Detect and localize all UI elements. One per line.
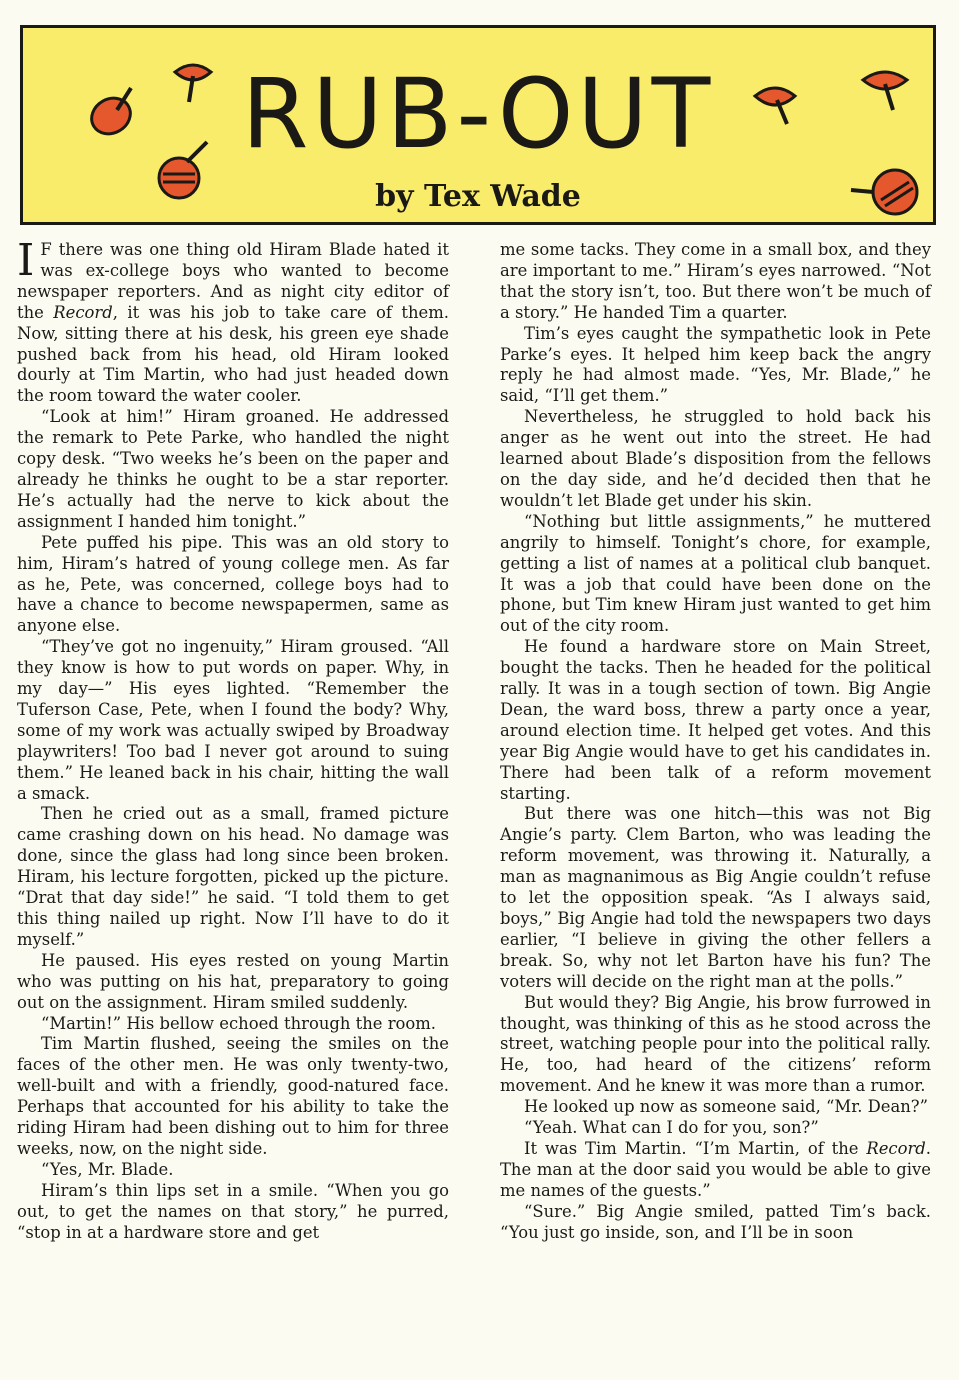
story-paragraph: But there was one hitch—this was not Big Angie’s party. Clem Barton, who was leading the reform movement, was throwing it. Naturally, a man as magnanimous as Big Angie couldn’t refuse to let the opposition speak. “As I always said, boys,” Big Angie had told the newspapers two days earlier, “I believe in giving the other fellers a break. So, why not let Barton have his fun? The voters will decide on the right man at the polls.” <box>500 804 931 991</box>
story-paragraph: “They’ve got no ingenuity,” Hiram groused. “All they know is how to put words on paper. Why, in my day—” His eyes lighted. “Remember the Tuferson Case, Pete, when I found the body? Why, some of my work was actually swiped by Broadway playwriters! Too bad I never got around to suing them.” He leaned back in his chair, hitting the wall a smack. <box>17 637 449 803</box>
story-paragraph: It was Tim Martin. “I’m Martin, of the Record. The man at the door said you would be able to give me names of the guests.” <box>500 1138 931 1200</box>
story-paragraph: Nevertheless, he struggled to hold back his anger as he went out into the street. He had learned about Blade’s disposition from the fellows on the day side, and he’d decided then that he wouldn’t let Blade get under his skin. <box>500 407 931 510</box>
story-column-left <box>17 235 449 1244</box>
story-paragraph: “Sure.” Big Angie smiled, patted Tim’s back. “You just go inside, son, and I’ll be in soon <box>500 1201 931 1242</box>
story-column-right <box>500 240 931 1244</box>
story-paragraph: I F there was one thing old Hiram Blade hated it was ex-college boys who wanted to become newspaper reporters. And as night city editor of the Record, it was his job to take care of them. Now, sitting there at his desk, his green eye shade pushed back from his head, old Hiram looked dourly at Tim Martin, who had just headed down the room toward the water cooler. <box>17 235 449 406</box>
story-paragraph: “Nothing but little assignments,” he muttered angrily to himself. Tonight’s chore, for example, getting a list of names at a political club banquet. It was a job that could have been done on the phone, but Tim knew Hiram just wanted to get him out of the city room. <box>500 511 931 636</box>
story-paragraph: “Yes, Mr. Blade. <box>41 1159 174 1179</box>
story-paragraph: He found a hardware store on Main Street, bought the tacks. Then he headed for the political rally. It was in a tough section of town. Big Angie Dean, the ward boss, threw a party once a year, around election time. It helped get votes. And this year Big Angie would have to get his candidates in. There had been talk of a reform movement starting. <box>500 637 931 803</box>
story-paragraph: But would they? Big Angie, his brow furrowed in thought, was thinking of this as he stood across the street, watching people pour into the political rally. He, too, had heard of the citizens’ reform movement. And he knew it was more than a rumor. <box>500 992 931 1096</box>
story-paragraph: He paused. His eyes rested on young Martin who was putting on his hat, preparatory to going out on the assignment. Hiram smiled suddenly. <box>17 950 449 1012</box>
story-paragraph: Tim’s eyes caught the sympathetic look in Pete Parke’s eyes. It helped him keep back the angry reply he had almost made. “Yes, Mr. Blade,” he said, “I’ll get them.” <box>500 323 931 406</box>
story-paragraph: Tim Martin flushed, seeing the smiles on the faces of the other men. He was only twenty-two, well-built and with a friendly, good-natured face. Perhaps that accounted for his ability to take the riding Hiram had been dishing out to him for three weeks, now, on the night side. <box>17 1034 449 1158</box>
story-paragraph: “Yeah. What can I do for you, son?” <box>524 1118 819 1138</box>
story-paragraph: Pete puffed his pipe. This was an old story to him, Hiram’s hatred of young college men. As far as he, Pete, was concerned, college boys had to have a chance to become newspapermen, same as anyone else. <box>17 532 449 636</box>
story-paragraph: Then he cried out as a small, framed picture came crashing down on his head. No damage was done, since the glass had long since been broken. Hiram, his lecture forgotten, picked up the picture. “Drat that day side!” he said. “I told them to get this thing nailed up right. Now I’ll have to do it myself.” <box>17 804 449 949</box>
drop-cap: I <box>17 235 35 286</box>
story-title: RUB-OUT <box>241 58 715 170</box>
story-paragraph: me some tacks. They come in a small box, and they are important to me.” Hiram’s eyes narrowed. “Not that the story isn’t, too. But there won’t be much of a story.” He handed Tim a quarter. <box>500 240 931 322</box>
story-paragraph: He looked up now as someone said, “Mr. Dean?” <box>524 1097 928 1117</box>
story-paragraph: “Martin!” His bellow echoed through the room. <box>41 1013 437 1033</box>
author-byline: by Tex Wade <box>375 179 581 214</box>
title-banner <box>20 25 936 225</box>
story-paragraph: Hiram’s thin lips set in a smile. “When you go out, to get the names on that story,” he purred, “stop in at a hardware store and get <box>17 1180 449 1242</box>
story-paragraph: “Look at him!” Hiram groaned. He addressed the remark to Pete Parke, who handled the night copy desk. “Two weeks he’s been on the paper and already he thinks he ought to be a star reporter. He’s actually had the nerve to kick about the assignment I handed him tonight.” <box>17 407 449 531</box>
